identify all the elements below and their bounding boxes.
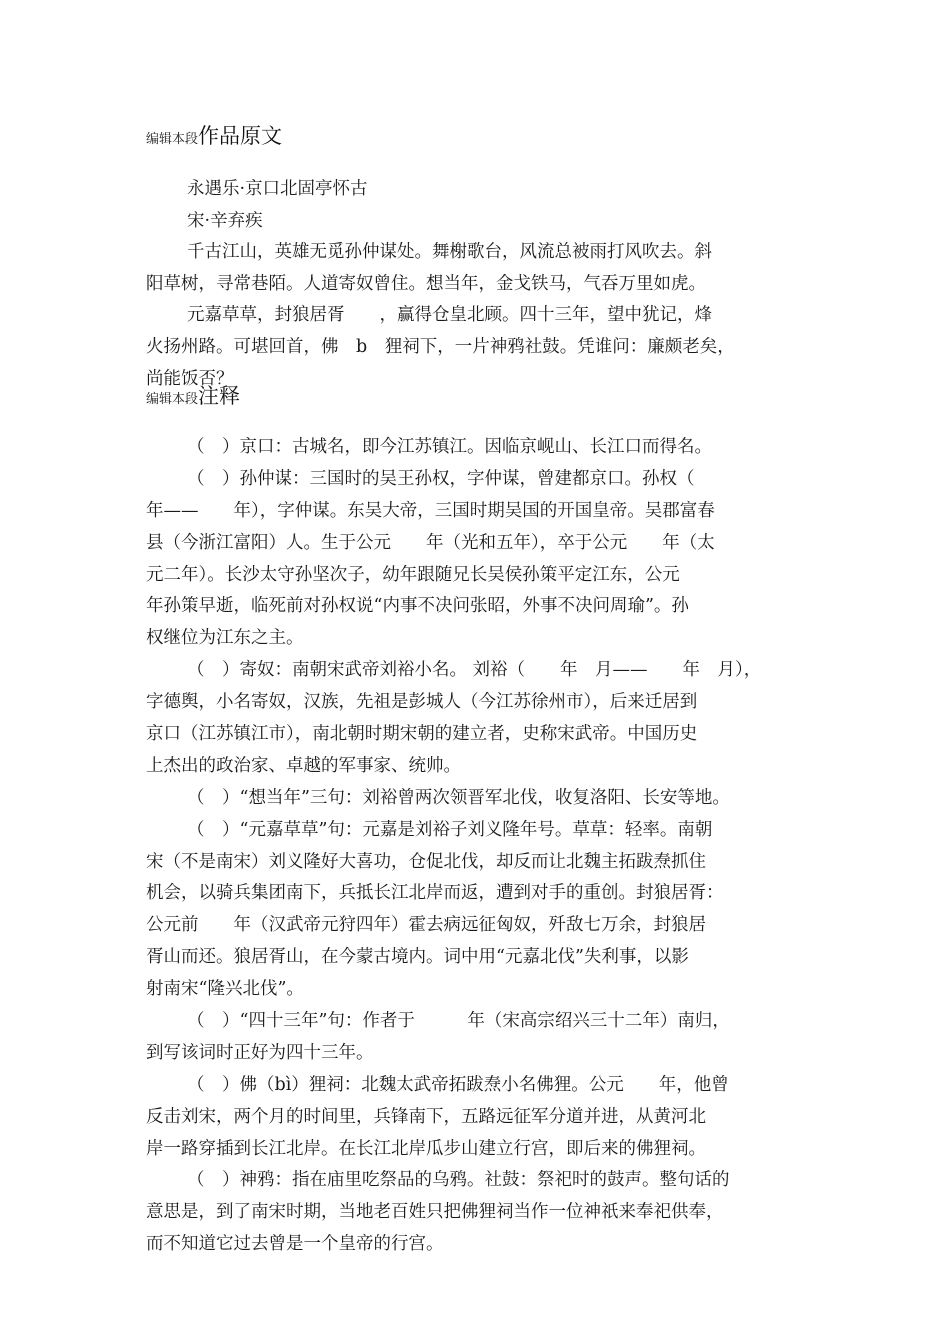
- section-heading-notes: [146, 381, 240, 415]
- note-line: （ ）佛（bì）狸祠：北魏太武帝拓跋焘小名佛狸。公元 年，他曾: [187, 1074, 729, 1095]
- poem-line: 元嘉草草，封狼居胥 ，赢得仓皇北顾。四十三年，望中犹记，烽: [187, 305, 712, 326]
- poem-block: [146, 174, 810, 395]
- note-line: （ ）“四十三年”句：作者于 年（宋高宗绍兴三十二年）南归，: [187, 1011, 730, 1032]
- note-line: 年—— 年），字仲谋。东吴大帝，三国时期吴国的开国皇帝。吴郡富春: [146, 500, 715, 521]
- note-line: 京口（江苏镇江市），南北朝时期宋朝的建立者，史称宋武帝。中国历史: [146, 724, 698, 745]
- note-line: 反击刘宋，两个月的时间里，兵锋南下，五路远征军分道并进，从黄河北: [146, 1106, 706, 1127]
- note-line: 岸一路穿插到长江北岸。在长江北岸瓜步山建立行宫，即后来的佛狸祠。: [146, 1138, 706, 1159]
- poem-title: 永遇乐·京口北固亭怀古: [187, 179, 368, 199]
- notes-block: [146, 432, 810, 1261]
- note-line: 胥山而还。狼居胥山，在今蒙古境内。词中用“元嘉北伐”失利事，以影: [146, 947, 689, 968]
- note-line: （ ）寄奴：南朝宋武帝刘裕小名。 刘裕（ 年 月—— 年 月），: [187, 660, 762, 681]
- note-line: 射南宋“隆兴北伐”。: [146, 979, 304, 1000]
- note-line: （ ）“想当年”三句：刘裕曾两次领晋军北伐，收复洛阳、长安等地。: [187, 787, 730, 808]
- note-line: （ ）神鸦：指在庙里吃祭品的乌鸦。社鼓：祭祀时的鼓声。整句话的: [187, 1170, 730, 1191]
- note-line: 公元前 年（汉武帝元狩四年）霍去病远征匈奴，歼敌七万余，封狼居: [146, 915, 706, 936]
- note-line: 到写该词时正好为四十三年。: [146, 1042, 374, 1063]
- note-line: 而不知道它过去曾是一个皇帝的行宫。: [146, 1234, 444, 1255]
- poem-line: 尚能饭否？: [146, 368, 234, 389]
- note-line: 机会，以骑兵集团南下，兵抵长江北岸而返，遭到对手的重创。封狼居胥：: [146, 883, 724, 904]
- note-line: （ ）“元嘉草草”句：元嘉是刘裕子刘义隆年号。草草：轻率。南朝: [187, 819, 713, 840]
- edit-section-prefix: 编辑本段: [146, 392, 199, 407]
- note-line: 元二年）。长沙太守孙坚次子，幼年跟随兄长吴侯孙策平定江东，公元: [146, 564, 680, 585]
- poem-author: 宋·辛弃疾: [187, 210, 263, 231]
- edit-section-prefix: 编辑本段: [146, 132, 199, 147]
- poem-line: 千古江山，英雄无觅孙仲谋处。舞榭歌台，风流总被雨打风吹去。斜: [187, 242, 712, 263]
- note-line: 字德舆，小名寄奴，汉族，先祖是彭城人（今江苏徐州市），后来迁居到: [146, 692, 698, 713]
- note-line: 年孙策早逝，临死前对孙权说“内事不决问张昭，外事不决问周瑜”。孙: [146, 596, 689, 617]
- note-line: 县（今浙江富阳）人。生于公元 年（光和五年），卒于公元 年（太: [146, 532, 715, 553]
- note-line: 意思是，到了南宋时期，当地老百姓只把佛狸祠当作一位神祇来奉祀供奉，: [146, 1202, 724, 1223]
- poem-line: 火扬州路。可堪回首，佛 b 狸祠下，一片神鸦社鼓。凭谁问：廉颇老矣，: [146, 336, 735, 357]
- poem-line: 阳草树，寻常巷陌。人道寄奴曾住。想当年，金戈铁马，气吞万里如虎。: [146, 273, 706, 294]
- note-line: 宋（不是南宋）刘义隆好大喜功，仓促北伐，却反而让北魏主拓跋焘抓住: [146, 851, 706, 872]
- section-heading-original-text: [146, 121, 282, 155]
- section-title: 注释: [198, 384, 241, 408]
- note-line: 上杰出的政治家、卓越的军事家、统帅。: [146, 755, 461, 776]
- section-title: 作品原文: [198, 124, 283, 148]
- note-line: （ ）孙仲谋：三国时的吴王孙权，字仲谋，曾建都京口。孙权（: [187, 468, 695, 489]
- note-line: 权继位为江东之主。: [146, 628, 304, 649]
- note-line: （ ）京口：古城名，即今江苏镇江。因临京岘山、长江口而得名。: [187, 437, 712, 457]
